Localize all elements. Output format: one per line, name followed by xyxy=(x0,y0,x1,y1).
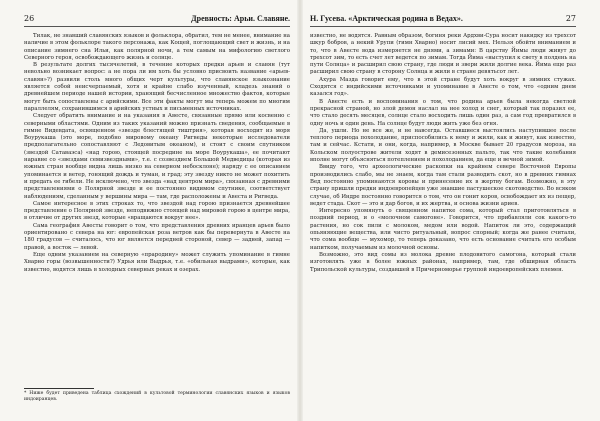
paragraph: Интересно упомянуть о священном напитке сома, который стал приготовляться в поздний период, и о «молочном самогоне». Говорится, что прибавляли сок какого-то растения, но сок пили с молоком, медом или водой. Напиток ли это, содержащий опьяняющие вещества, или чисто ритуальный, вопрос спорный; когда же ранее считали, что сома вообще — мухомор, то теперь доказано, что есть основание считать его особым напитком, получаемым из молочной основы. xyxy=(310,208,576,251)
right-page-number: 27 xyxy=(565,14,576,23)
left-page-header xyxy=(24,14,290,27)
paragraph: Возможно, это вид сомы из молока древне плодовитого самогона, который стали изготовлять уже в более южных районах, например, там, где обширная область Трипольской культуры, создавшей в Причерноморье группой индоевропейских племен. xyxy=(310,251,576,273)
paragraph: Ахура Мазда говорит ему, что в этой стране будут хоть вокруг в зимних стужах. Сходятся с индийскими источниками и упоминание в Авесте о том, что «одним днем казался год». xyxy=(310,76,576,98)
right-page-body xyxy=(310,33,576,415)
right-page xyxy=(300,0,600,421)
paragraph: Ввиду того, что археологические раскопки на крайнем севере Восточной Европы производились слабо, мы не знаем, когда там стали разводить скот, но в древних гимнах Вед постоянно упоминаются коровы и принесение их в жертву богам. Возможно, в эту страну пришли предки индоевропейцев уже знавшие пастушеское скотоводство. Во всяком случае, об Индре постоянно говорится о том, что он гонит коров, освобождает их из пещер, ведет стада. Скот — это и дар богов, и их жертва, и основа жизни ариев. xyxy=(310,164,576,207)
left-page-number: 26 xyxy=(24,14,35,23)
right-running-head: Н. Гусева. «Арктическая родина в Ведах». xyxy=(310,14,463,23)
paragraph: Еще одним указанием на северную «прародину» может служить упоминание в гимне Хварно горы (возвышенности?) Удрья или Выдрья, т.е. «обильная выдрами», которые, как известно, водятся лишь в холодных северных реках и озерах. xyxy=(24,251,290,273)
paragraph: Тилак, не знавший славянских языков и фольклора, обратил, тем не менее, внимание на наличие в этом фольклоре такого персонажа, как Кощей, поглощающий свет и жизнь, и на описание зимнего сна Ильи, как полярной ночи, а тем самым на мифологию светлого Северного героя, освобождающего жизнь и солнце. xyxy=(24,33,290,61)
left-running-head: Древность: Арьи. Славяне. xyxy=(191,14,290,23)
paragraph: Да, ушли. Но не все же, и не навсегда. Оставшиеся выстоялись наступившее после теплого периода похолодание, приспособились к нему и жили, как и живут, как известно, там и сейчас. Кстати, и они, когда, например, в Москве бывает 20 градусов мороза, на Кольском полуострове жители ходят в демисезонных пальто, так что такие колебания вполне могут объясняться потеплением и похолоданием, да еще и вечной зимой. xyxy=(310,127,576,164)
paragraph: известно, не водятся. Равным образом, богиня реки Ардхви-Сура носит накидку из трехсот шкур бобров, а некий Урупи (гимн Хварно) носит лисий мех. Нельзя обойти вниманием и то, что в Авесте вода измеряется не днями, а зимами: В царству Йимы люди живут до трехсот зим, то есть счет лет ведется по зимам. Тогда Йима «выступил к свету в полдень на пути Солнца» и расширил свою страну, где люди и звери жили долгие века. Йима еще раз расширил свою страну в сторону Солнца и жили в стране девятьсот лет. xyxy=(310,33,576,76)
left-page-body xyxy=(24,33,290,385)
paragraph: В Авесте есть и воспоминания о том, что родина арьев была некогда светлой прекрасной страной, но злой демон наслал на нее холод и снег, который так поразил ее, что стало десять месяцев, солнце стало восходить лишь один раз, а сам год превратился в одну ночь и один день. На солнце будут люди жить уже без огня. xyxy=(310,98,576,127)
paragraph: Следует обратить внимание и на указания в Авесте, связанные прямо или косвенно с северными областями. Одним из таких указаний можно признать сведения, сообщаемые в гимне Видевдата, освященном «звезде блестящей тиштрия», которая восходит из моря Воурукаша (это море, подобно мировому океану Ригведы некоторые исследователи предполагательно сопоставляют с Ледовитым океаном), и стоит с своим спутником (звездой Сатаваэса) «над горою, стоящей посредине на море Воурукаша», ее почитают наравне со «звездами семизвездными», т.е. с созвездием Большой Медведицы (которая из южных стран вообще видна лишь низко на северном небосклоне); наряду с ее описанием упоминается и ветер, гонящий дождь и туман, и град; эту звезду никто не может похитить и предать ее гибели. Не исключено, что звезда «над центром мира», связанная с древними представлениями о Полярной звезде и ее постоянно видимом спутнике, соответствует наблюдениям, сделанным у вершины мира — там, где расположены и Авеста и Ригведа. xyxy=(24,113,290,200)
footnote-divider xyxy=(24,388,94,389)
paragraph: В результате долгих тысячелетий, в течение которых предки арьев и славян (тут невольно возникает вопрос: а не пора ли им хоть бы условно присвоить название «арьев-славян»?) развили столь много общих черт культуры, что славянское языкознание является собой неисчерпаемый, хотя и крайне слабо изученный, кладезь знаний о древнейшем периоде нашей истории, хранящий бесчисленное множество фактов, которые могут быть сопоставлены с арийскими. Все эти факты могут мы теперь можем по многим параллелям, сохранившимся в арийских устных и письменных источниках. xyxy=(24,62,290,112)
paragraph: Самое интересное в этих строках то, что звездой над горою признается древнейшее представление о Полярной звезде, неподвижно стоящей над мировой горою в центре мира, в отличие от других звезд, которые «вращаются вокруг нее». xyxy=(24,200,290,222)
paragraph: Сама география Авесты говорит о том, что представления древних иранцев арьев было ориентировано с севера на юг: европейская роза ветров как бы перевернута в Авесте на 180 градусов — считалось, что юг является передней стороной, север — задней, запад — правой, а восток — левой. xyxy=(24,222,290,251)
footnote: * Ниже будет приведена таблица схождений в культовой терминологии славянских языков и языков индоиранцев. xyxy=(24,391,290,402)
right-page-header xyxy=(310,14,576,27)
